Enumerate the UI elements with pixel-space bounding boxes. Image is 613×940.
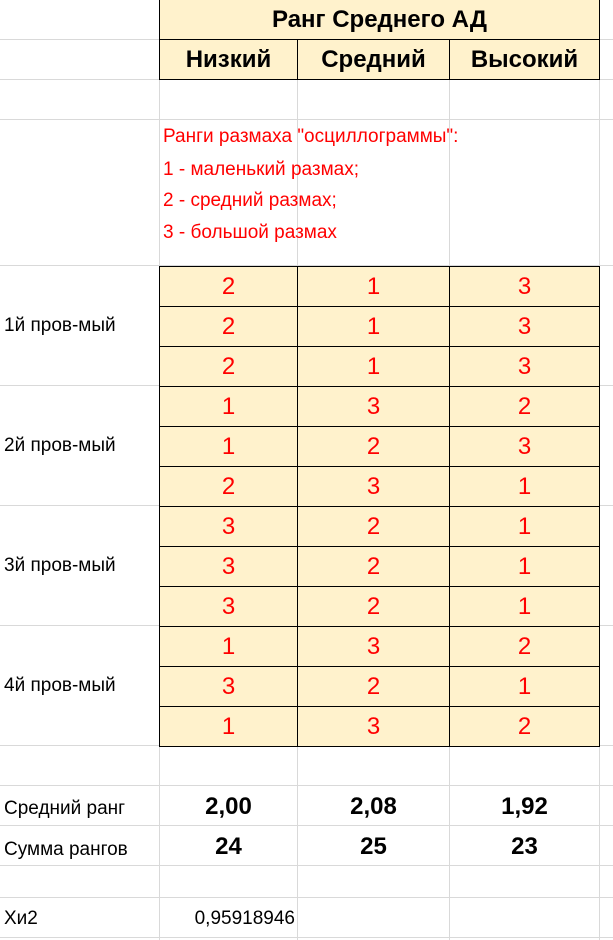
rank-cell: 3 [297,626,450,667]
rank-cell: 2 [449,626,600,667]
legend-line: Ранги размаха "осциллограммы": [163,126,459,147]
rank-cell: 2 [297,666,450,707]
rank-cell: 3 [449,266,600,307]
chi-square-value: 0,95918946 [194,908,295,929]
rank-cell: 3 [449,306,600,347]
rank-cell: 3 [297,466,450,507]
rank-cell: 2 [159,346,298,387]
chi-square-label: Хи2 [4,908,38,929]
mean-rank-label: Средний ранг [4,798,126,819]
rank-cell: 3 [297,386,450,427]
rank-sum-value: 23 [511,833,538,860]
rank-cell: 1 [449,506,600,547]
rank-cell: 1 [297,266,450,307]
grid-line [0,785,613,786]
rank-sum-value: 25 [360,833,387,860]
rank-cell: 1 [449,546,600,587]
rank-cell: 2 [159,466,298,507]
rank-cell: 3 [159,666,298,707]
rank-cell: 3 [159,586,298,627]
rank-cell: 1 [297,306,450,347]
rank-cell: 2 [297,506,450,547]
subject-label: 4й пров-мый [4,675,116,696]
rank-cell: 1 [449,666,600,707]
legend-line: 3 - большой размах [163,222,337,243]
table-title: Ранг Среднего АД [159,0,600,40]
rank-cell: 2 [449,706,600,747]
rank-cell: 3 [159,506,298,547]
rank-cell: 2 [297,586,450,627]
rank-cell: 2 [297,546,450,587]
subject-label: 1й пров-мый [4,315,116,336]
rank-cell: 3 [159,546,298,587]
column-header-high: Высокий [449,39,600,80]
rank-cell: 2 [159,266,298,307]
rank-sum-value: 24 [215,833,242,860]
rank-cell: 2 [297,426,450,467]
column-header-low: Низкий [159,39,298,80]
rank-cell: 1 [449,466,600,507]
legend-line: 2 - средний размах; [163,190,337,211]
subject-label: 3й пров-мый [4,555,116,576]
rank-cell: 1 [159,386,298,427]
rank-cell: 1 [449,586,600,627]
rank-cell: 1 [297,346,450,387]
legend-line: 1 - маленький размах; [163,159,359,180]
rank-cell: 3 [449,426,600,467]
rank-cell: 1 [159,426,298,467]
rank-cell: 2 [449,386,600,427]
rank-sum-label: Сумма рангов [4,839,128,860]
grid-line [0,897,613,898]
mean-rank-value: 1,92 [501,793,548,820]
rank-cell: 2 [159,306,298,347]
rank-cell: 1 [159,706,298,747]
subject-label: 2й пров-мый [4,435,116,456]
rank-cell: 1 [159,626,298,667]
rank-cell: 3 [297,706,450,747]
mean-rank-value: 2,08 [350,793,397,820]
rank-cell: 3 [449,346,600,387]
column-header-medium: Средний [297,39,450,80]
mean-rank-value: 2,00 [205,793,252,820]
